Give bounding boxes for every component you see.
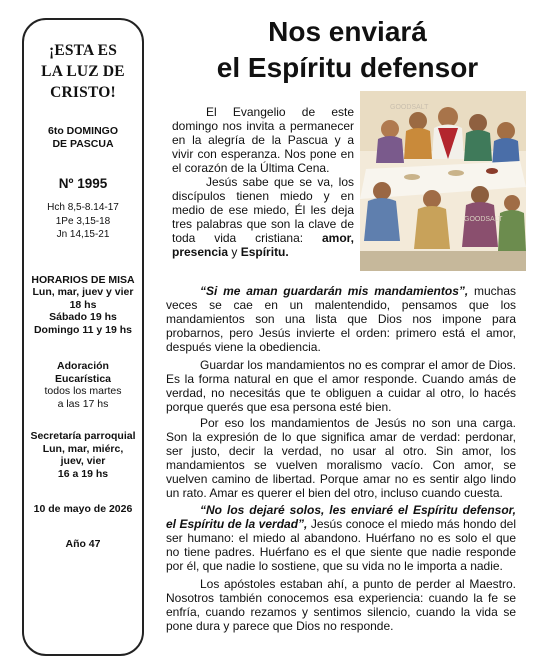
mass-line: Lun, mar, juev y vier <box>32 286 134 298</box>
watermark-text: GOODSALT <box>464 216 503 223</box>
adoration-line: todos los martes <box>44 385 122 397</box>
motto-line: ¡ESTA ES <box>48 42 118 59</box>
liturgy-line: 6to DOMINGO <box>48 125 118 137</box>
paragraph-commandments <box>166 284 516 354</box>
mass-heading: HORARIOS DE MISA <box>31 273 135 286</box>
office-time: 16 a 19 hs <box>57 467 109 480</box>
motto-line: LA LUZ DE <box>41 63 125 80</box>
title-line: el Espíritu defensor <box>216 52 479 83</box>
readings <box>24 201 142 242</box>
conjunction: y <box>228 245 241 259</box>
watermark-text: GOODSALT <box>390 104 429 111</box>
issue-date: 10 de mayo de 2026 <box>33 503 133 515</box>
paragraph-intro: El Evangelio de este domingo nos invita a permanecer en la alegría de la Pascua y a vivir con esperanza. Nos pone en el corazón de la Última Cena. <box>172 105 354 175</box>
adoration-heading: Eucarística <box>54 372 112 385</box>
adoration-heading: Adoración <box>57 360 109 372</box>
issue-number: Nº 1995 <box>58 176 108 191</box>
key-word: Espíritu. <box>240 245 289 259</box>
motto-line: CRISTO! <box>50 84 116 101</box>
illustration-drawing <box>360 91 526 271</box>
page-title <box>160 14 535 86</box>
gospel-quote: “No los dejaré solos, les enviaré el Espíritu defensor, el Espíritu de la verdad”, <box>166 503 516 531</box>
paragraph-text: Jesús conoce el miedo más hondo del ser humano: el miedo al abandono. Huérfano no es solo el que no tiene padres. Huérfano es el que siente que nadie responde por él, que nadie lo sostiene, que su vida no le importa a nadie. <box>166 517 516 573</box>
mass-schedule <box>24 274 142 337</box>
paragraph-freedom: Por eso los mandamientos de Jesús no son una carga. Son la expresión de lo que significa amar de verdad: perdonar, ser justo, decir la verdad, no usar al otro. Sin amor, los mandamientos se vuelven moralismo vacío. Con amor, se vuelven camino de libertad. Porque amar no es sentir algo lindo un rato. Amar es querer el bien del otro, incluso cuando cuesta. <box>166 416 516 500</box>
paragraph-text: Jesús sabe que se va, los discípulos tienen miedo y en medio de ese miedo, Él les deja tres palabras que son la clave de toda vida cristiana: <box>172 175 354 245</box>
paragraph-text: muchas veces se cae en un malentendido, pensamos que los mandamientos son una lista que Dios nos impone para probarnos, pero Jesús invierte el orden: primero está el amor, después viene la obediencia. <box>166 284 516 354</box>
office-line: Lun, mar, miérc, <box>42 442 124 455</box>
adoration-line: a las 17 hs <box>57 397 109 410</box>
title-line: Nos enviará <box>268 16 427 47</box>
mass-line: Domingo 11 y 19 hs <box>33 323 133 336</box>
key-words: amor, presencia <box>172 231 354 259</box>
adoration <box>24 360 142 410</box>
last-supper-illustration <box>360 91 526 271</box>
issue-year: Año 47 <box>65 537 101 550</box>
sidebar-box <box>22 18 144 656</box>
sidebar-motto <box>24 40 142 103</box>
liturgy-label <box>24 125 142 150</box>
office-heading: Secretaría parroquial <box>30 430 136 442</box>
mass-line: Sábado 19 hs <box>49 311 117 323</box>
liturgy-line: DE PASCUA <box>52 137 114 150</box>
paragraph-apostles: Los apóstoles estaban ahí, a punto de perder al Maestro. Nosotros también conocemos esa experiencia: cuando la fe se enfría, cuando rezamos y sentimos silencio, cuando la vida se pone dura y parece que Dios no responde. <box>166 577 516 633</box>
mass-line: 18 hs <box>69 298 97 311</box>
reading-line: Jn 14,15-21 <box>56 229 110 240</box>
office-hours <box>24 430 142 480</box>
reading-line: Hch 8,5-8.14-17 <box>47 202 119 213</box>
reading-line: 1Pe 3,15-18 <box>55 215 111 227</box>
paragraph-spirit <box>166 503 516 573</box>
paragraph-three-words <box>172 175 354 259</box>
office-line: juev, vier <box>60 455 106 467</box>
gospel-quote: “Si me aman guardarán mis mandamientos”, <box>200 284 469 298</box>
paragraph-love: Guardar los mandamientos no es comprar el amor de Dios. Es la forma natural en que el amor responde. Cuando amás de verdad, no necesitás que te obliguen a cuidar al otro, lo hacés porque querés que esa persona esté bien. <box>166 358 516 414</box>
